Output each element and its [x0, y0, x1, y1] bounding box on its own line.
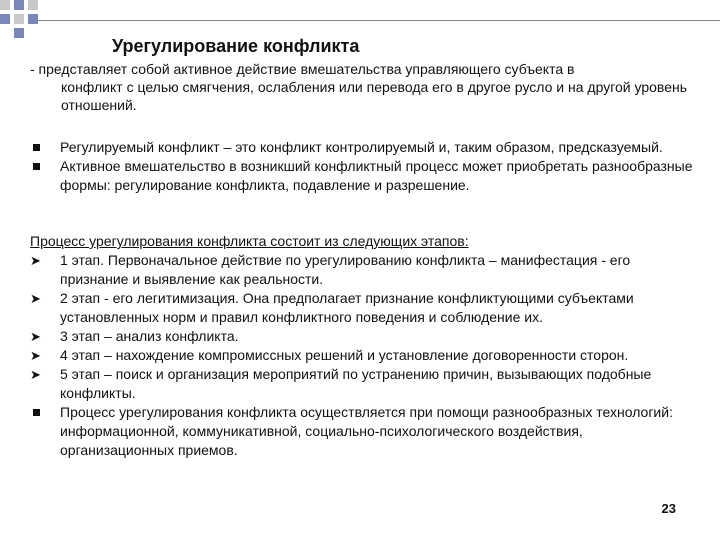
list-item	[30, 157, 700, 195]
arrow-bullet-icon: ➤	[30, 329, 41, 344]
final-bullet-text: Процесс урегулирования конфликта осуществляется при помощи разнообразных технологий: информационной, коммуникативной, социально-психологического воздействия, организационных приемов.	[60, 404, 673, 458]
arrow-bullet-icon: ➤	[30, 291, 41, 306]
stage-text: 2 этап - его легитимизация. Она предполагает признание конфликтующими субъектами установленных норм и правил конфликтного поведения и соблюдение их.	[60, 290, 634, 325]
stage-text: 3 этап – анализ конфликта.	[60, 328, 239, 344]
page-number: 23	[661, 501, 676, 516]
arrow-bullet-icon: ➤	[30, 253, 41, 268]
list-item	[30, 251, 700, 289]
list-item	[30, 346, 700, 365]
list-item	[30, 327, 700, 346]
stage-text: 4 этап – нахождение компромиссных решений и установление договоренности сторон.	[60, 347, 629, 363]
arrow-bullet-icon: ➤	[30, 348, 41, 363]
list-item	[30, 403, 700, 460]
bullet-text: Регулируемый конфликт – это конфликт контролируемый и, таким образом, предсказуемый.	[60, 139, 663, 155]
bullet-list	[30, 138, 700, 195]
stages-section	[30, 232, 700, 460]
square-bullet-icon	[33, 163, 40, 170]
stages-heading: Процесс урегулирования конфликта состоит из следующих этапов:	[30, 233, 469, 249]
header-divider	[38, 20, 720, 21]
intro-paragraph	[30, 60, 690, 114]
list-item	[30, 365, 700, 403]
intro-first-line: - представляет собой активное действие вмешательства управляющего субъекта в	[30, 61, 575, 77]
stage-text: 1 этап. Первоначальное действие по урегулированию конфликта – манифестация - его признание и выявление как реальности.	[60, 252, 631, 287]
slide-title: Урегулирование конфликта	[112, 36, 360, 56]
arrow-bullet-icon: ➤	[30, 367, 41, 382]
intro-rest: конфликт с целью смягчения, ослабления или перевода его в другое русло и на другой уровень отношений.	[61, 79, 688, 113]
list-item	[30, 289, 700, 327]
square-bullet-icon	[33, 144, 40, 151]
square-bullet-icon	[33, 409, 40, 416]
list-item	[30, 138, 700, 157]
stage-text: 5 этап – поиск и организация мероприятий по устранению причин, вызывающих подобные конфликты.	[60, 366, 652, 401]
bullet-text: Активное вмешательство в возникший конфликтный процесс может приобретать разнообразные формы: регулирование конфликта, подавление и разрешение.	[60, 158, 693, 193]
